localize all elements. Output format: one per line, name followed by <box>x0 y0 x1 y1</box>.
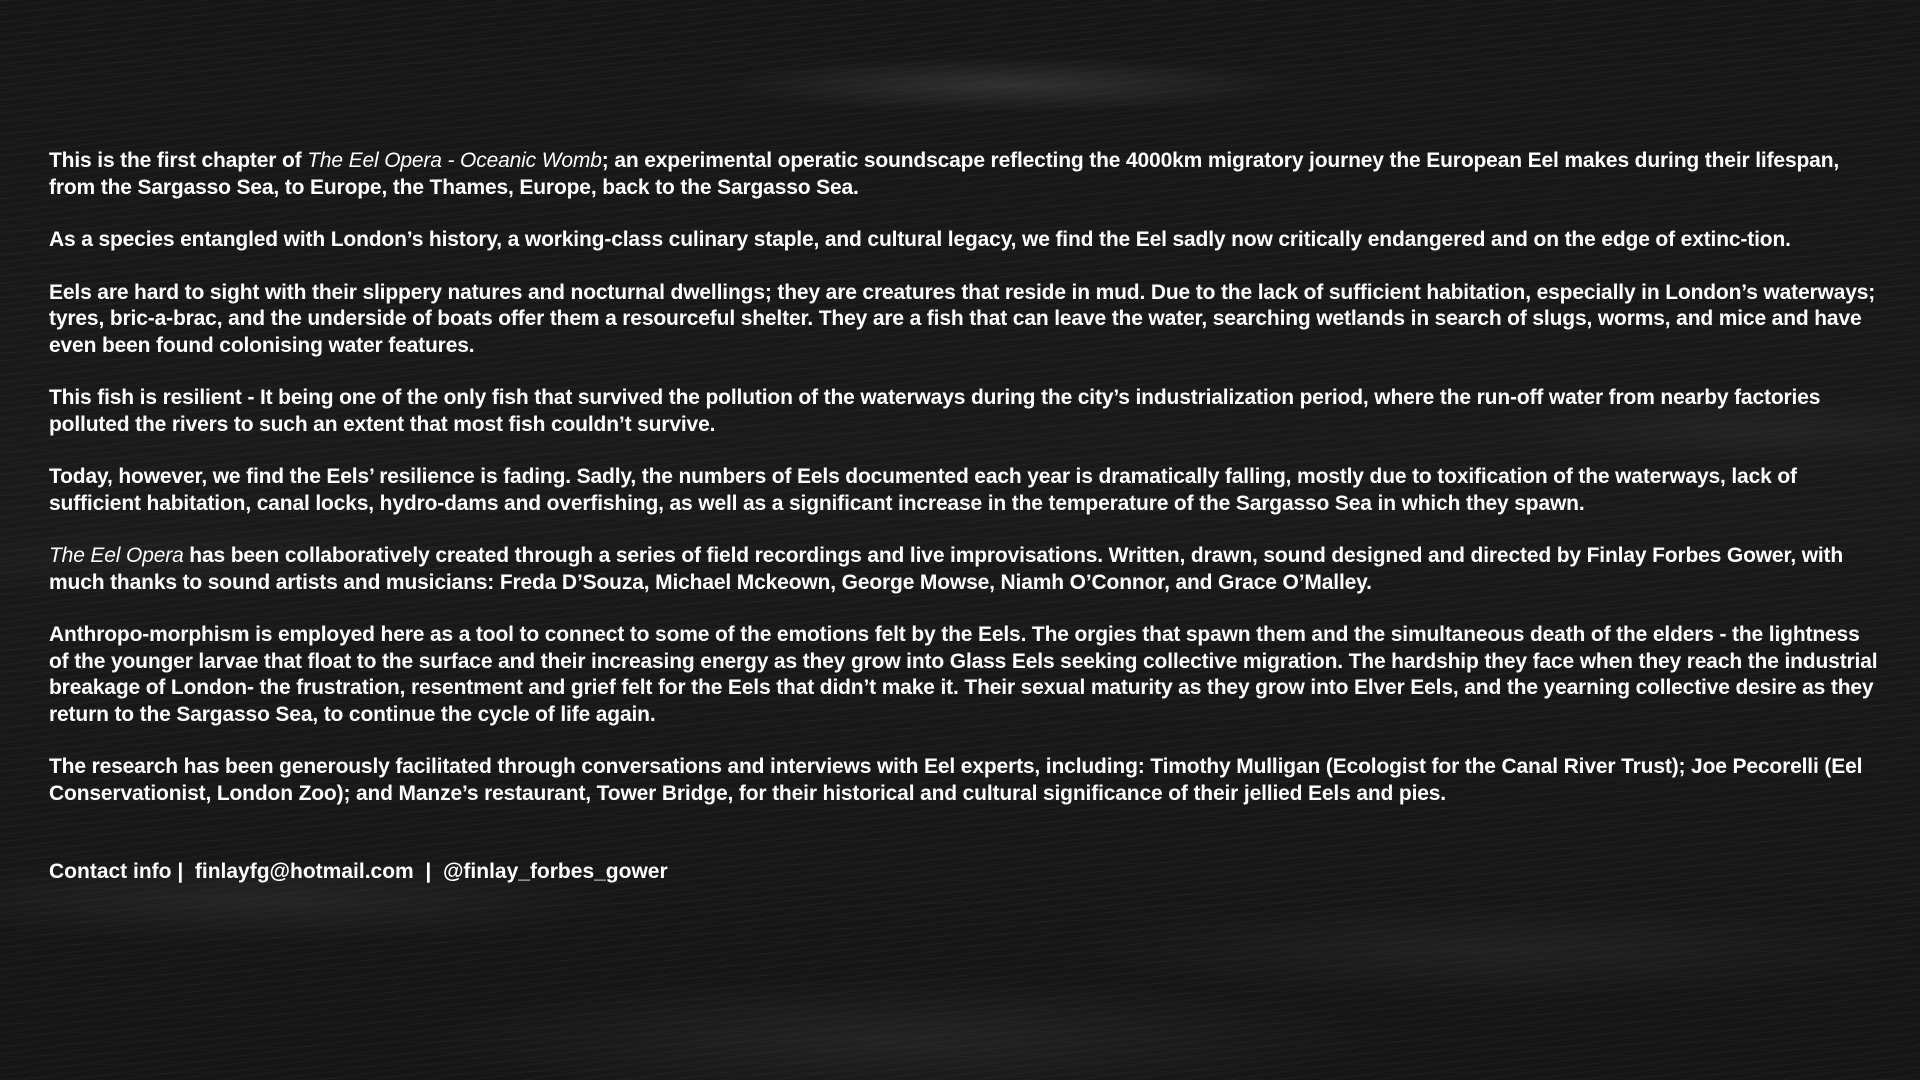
opera-title-full: The Eel Opera - Oceanic Womb <box>307 149 602 172</box>
paragraph-research: The research has been generously facilitated through conversations and interviews with Eel experts, including: Timothy Mulligan (Ecologist for the Canal River Trust); Joe Pecorelli (Eel Conservationist, London Zoo); and Manze’s restaurant, Tower Bridge, for their historical and cultural significance of their jellied Eels and pies. <box>49 755 1863 805</box>
paragraph-habitat: Eels are hard to sight with their slippery natures and nocturnal dwellings; they are creatures that reside in mud. Due to the lack of sufficient habitation, especially in London’s waterways; tyres, bric-a-brac, and the underside of boats offer them a resourceful shelter. They are a fish that can leave the water, searching wetlands in search of slugs, worms, and mice and have even been found colonising water features. <box>49 280 1876 357</box>
contact-separator: | <box>413 860 443 883</box>
contact-separator: | <box>171 860 195 883</box>
paragraph-intro-lead: This is the first chapter of <box>49 149 308 172</box>
paragraph-credits-rest: has been collaboratively created through a series of field recordings and live improvisations. Written, drawn, sound designed and directed by Finlay Forbes Gower, with much thanks to sound artists and musicians: Freda D’Souza, Michael Mckeown, George Mowse, Niamh O’Connor, and Grace O’Malley. <box>49 544 1844 594</box>
opera-title-short: The Eel Opera <box>49 544 184 567</box>
paragraph-credits <box>49 543 1879 596</box>
main-content <box>49 148 1879 886</box>
contact-email-link[interactable]: finlayfg@hotmail.com <box>194 860 414 883</box>
contact-line <box>49 859 1879 886</box>
paragraph-intro <box>49 148 1879 201</box>
paragraph-endangered: As a species entangled with London’s history, a working-class culinary staple, and cultural legacy, we find the Eel sadly now critically endangered and on the edge of extinc-tion. <box>49 228 1791 251</box>
contact-social-handle-link[interactable]: @finlay_forbes_gower <box>442 860 668 883</box>
paragraph-decline: Today, however, we find the Eels’ resilience is fading. Sadly, the numbers of Eels documented each year is dramatically falling, mostly due to toxification of the waterways, lack of sufficient habitation, canal locks, hydro-dams and overfishing, as well as a significant increase in the temperature of the Sargasso Sea in which they spawn. <box>49 465 1797 515</box>
paragraph-anthropomorphism: Anthropo-morphism is employed here as a tool to connect to some of the emotions felt by the Eels. The orgies that spawn them and the simultaneous death of the elders - the lightness of the younger larvae that float to the surface and their increasing energy as they grow into Glass Eels seeking collective migration. The hardship they face when they reach the industrial breakage of London- the frustration, resentment and grief felt for the Eels that didn’t make it. Their sexual maturity as they grow into Elver Eels, and the yearning collective desire as they return to the Sargasso Sea, to continue the cycle of life again. <box>49 623 1878 726</box>
contact-label: Contact info <box>49 860 172 883</box>
paragraph-resilience: This fish is resilient - It being one of the only fish that survived the pollution of the waterways during the city’s industrialization period, where the run-off water from nearby factories polluted the rivers to such an extent that most fish couldn’t survive. <box>49 386 1821 436</box>
paragraph-intro-rest: ; an experimental operatic soundscape reflecting the 4000km migratory journey the European Eel makes during their lifespan, from the Sargasso Sea, to Europe, the Thames, Europe, back to the Sargasso Sea. <box>49 149 1840 199</box>
